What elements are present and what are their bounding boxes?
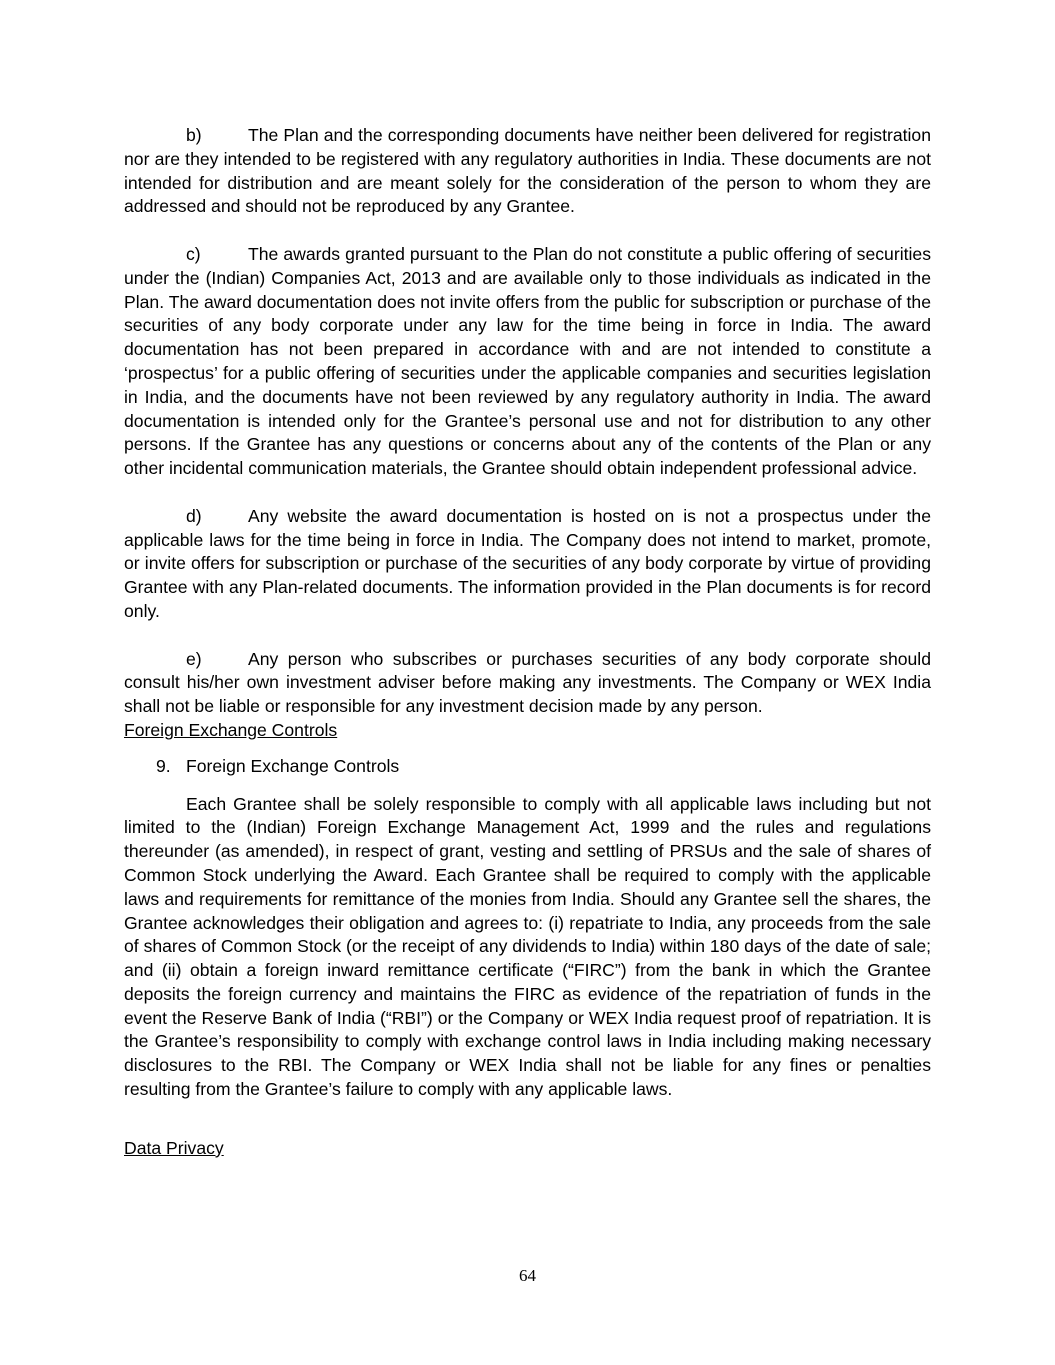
paragraph-e <box>124 648 931 719</box>
paragraph-e-label: e) <box>186 648 202 669</box>
paragraph-b <box>124 124 931 219</box>
fx-item-number: 9. <box>156 755 171 776</box>
document-page <box>124 124 931 1161</box>
paragraph-d-label: d) <box>186 505 202 526</box>
paragraph-e-text: Any person who subscribes or purchases securities of any body corporate should consult his/her own investment adviser before making any investments. The Company or WEX India shall not be liable or responsible for any investment decision made by any person. <box>124 648 931 717</box>
page-number: 64 <box>519 1266 536 1285</box>
paragraph-b-text: The Plan and the corresponding documents have neither been delivered for registration nor are they intended to be registered with any regulatory authorities in India. These documents are not intended for distribution and are meant solely for the consideration of the person to whom they are addressed and should not be reproduced by any Grantee. <box>124 125 931 217</box>
fx-body-paragraph <box>124 793 931 1102</box>
fx-item-title: Foreign Exchange Controls <box>186 755 400 776</box>
paragraph-c-label: c) <box>186 243 201 264</box>
fx-body-text: Each Grantee shall be solely responsible to comply with all applicable laws including but not limited to the (Indian) Foreign Exchange Management Act, 1999 and the rules and regulations thereunder (as amended), in respect of grant, vesting and settling of PRSUs and the sale of shares of Common Stock underlying the Award. Each Grantee shall be required to comply with the applicable laws and requirements for remittance of the monies from India. Should any Grantee sell the shares, the Grantee acknowledges their obligation and agrees to: (i) repatriate to India, any proceeds from the sale of shares of Common Stock (or the receipt of any dividends to India) within 180 days of the date of sale; and (ii) obtain a foreign inward remittance certificate (“FIRC”) from the bank in which the Grantee deposits the foreign currency and maintains the FIRC as evidence of the repatriation of funds in the event the Reserve Bank of India (“RBI”) or the Company or WEX India request proof of repatriation. It is the Grantee’s responsibility to comply with exchange control laws in India including making necessary disclosures to the RBI. The Company or WEX India shall not be liable for any fines or penalties resulting from the Grantee’s failure to comply with any applicable laws. <box>124 793 931 1100</box>
fx-numbered-item <box>124 755 931 779</box>
paragraph-c-text: The awards granted pursuant to the Plan do not constitute a public offering of securities under the (Indian) Companies Act, 2013 and are available only to those individuals as indicated in the Plan. The award documentation does not invite offers from the public for subscription or purchase of the securities of any body corporate under any law for the time being in force in India. The award documentation has not been prepared in accordance with and are not intended to constitute a ‘prospectus’ for a public offering of securities under the applicable companies and securities legislation in India, and the documents have not been reviewed by any regulatory authority in India. The award documentation is intended only for the Grantee’s personal use and not for distribution to any other persons. If the Grantee has any questions or concerns about any of the contents of the Plan or any other incidental communication materials, the Grantee should obtain independent professional advice. <box>124 243 931 479</box>
fx-section-heading: Foreign Exchange Controls <box>124 719 338 740</box>
paragraph-c <box>124 243 931 481</box>
paragraph-b-label: b) <box>186 125 202 145</box>
paragraph-d <box>124 505 931 624</box>
paragraph-d-text: Any website the award documentation is hosted on is not a prospectus under the applicable laws for the time being in force in India. The Company does not intend to market, promote, or invite offers for subscription or purchase of the securities of any body corporate by virtue of providing Grantee with any Plan-related documents. The information provided in the Plan documents is for record only. <box>124 505 931 621</box>
data-privacy-heading: Data Privacy <box>124 1137 224 1158</box>
